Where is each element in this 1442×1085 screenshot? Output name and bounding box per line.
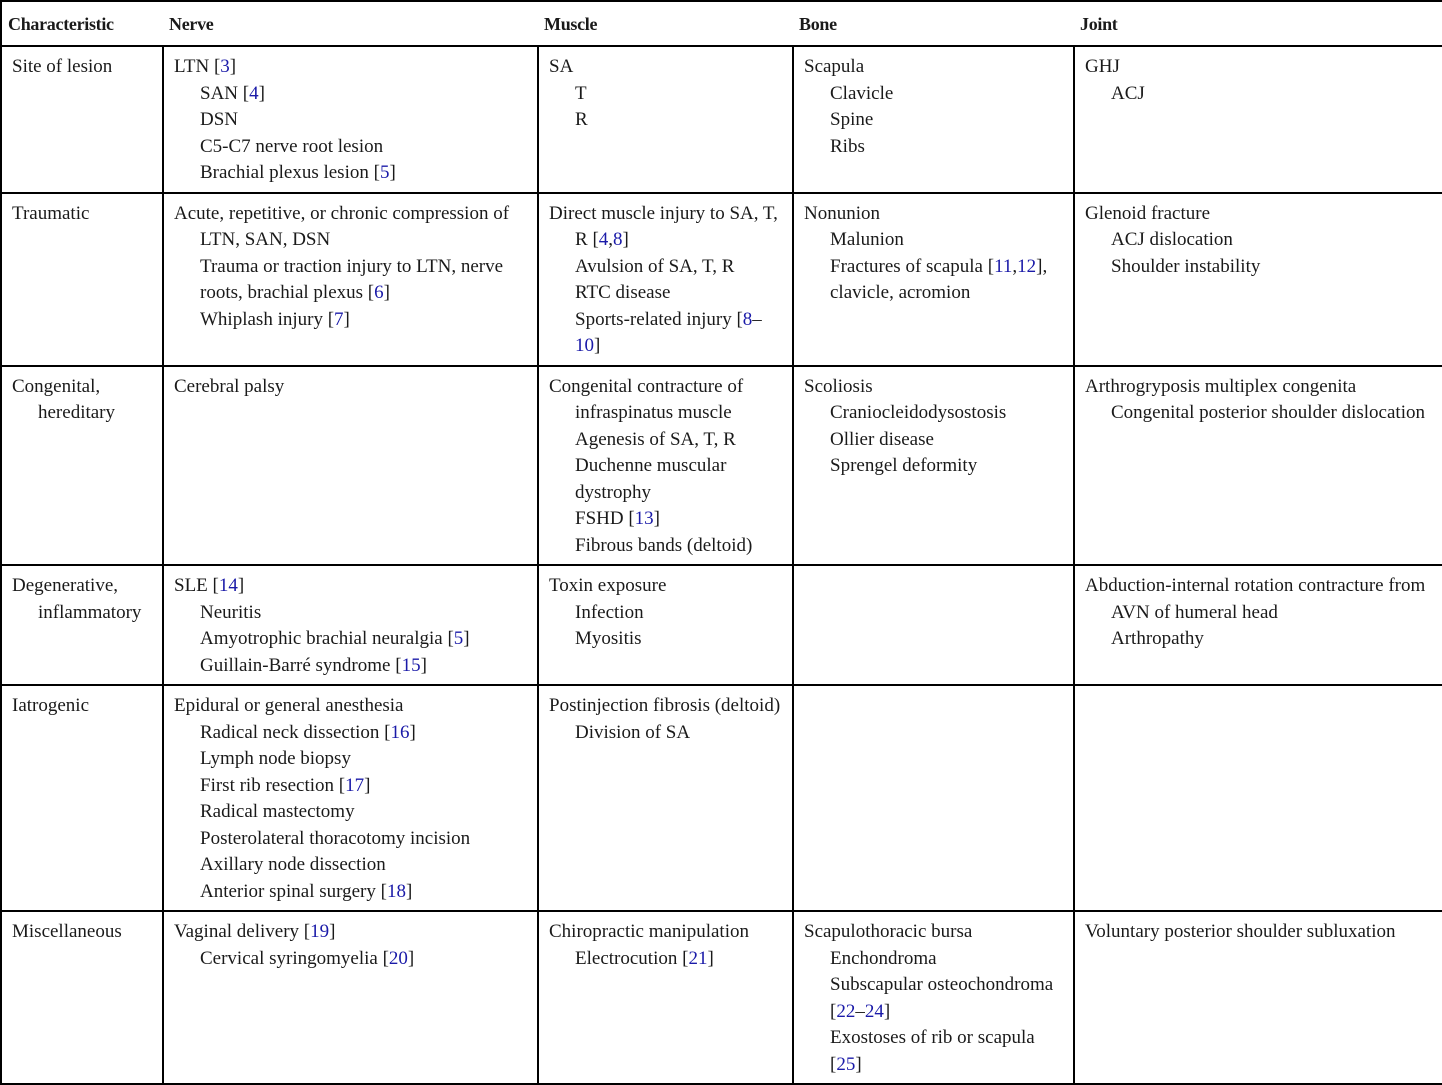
cell-line: Fibrous bands (deltoid) — [575, 534, 753, 556]
cell-nerve — [163, 193, 538, 366]
reference-link[interactable]: 11 — [994, 255, 1013, 277]
reference-link[interactable]: 6 — [374, 282, 384, 303]
cell-line: Toxin exposure — [549, 575, 667, 596]
cell-line: Sprengel deformity — [830, 455, 978, 476]
cell-line: Site of lesion — [12, 56, 113, 77]
cell-characteristic — [1, 366, 163, 566]
cell-joint — [1074, 193, 1442, 366]
cell-line: Brachial plexus lesion [5] — [200, 162, 396, 183]
cell-line: R — [575, 109, 588, 130]
cell-line: Glenoid fracture — [1085, 202, 1211, 224]
header-nerve: Nerve — [163, 1, 538, 46]
cell-line: Neuritis — [200, 601, 262, 623]
cell-line: Congenital posterior shoulder dislocation — [1111, 402, 1425, 423]
cell-line: Direct muscle injury to SA, T, R [4,8] — [549, 202, 778, 250]
cell-joint — [1074, 911, 1442, 1084]
cell-line: Congenital contracture of infraspinatus muscle — [549, 375, 744, 423]
cell-line: Scoliosis — [804, 375, 873, 397]
cell-line: Epidural or general anesthesia — [174, 695, 404, 716]
cell-nerve — [163, 911, 538, 1084]
reference-link[interactable]: 25 — [836, 1053, 856, 1075]
cell-nerve — [163, 366, 538, 566]
cell-bone — [793, 366, 1074, 566]
cell-line: Duchenne muscular dystrophy — [575, 455, 727, 503]
cell-characteristic — [1, 46, 163, 193]
reference-link[interactable]: 24 — [864, 1000, 884, 1022]
cell-line: Chiropractic manipulation — [549, 921, 749, 942]
cell-characteristic — [1, 685, 163, 911]
cell-line: Guillain-Barré syndrome [15] — [200, 654, 427, 676]
cell-line: Sports-related injury [8–10] — [575, 308, 762, 356]
cell-nerve — [163, 46, 538, 193]
reference-link[interactable]: 22 — [836, 1000, 856, 1022]
cell-joint — [1074, 46, 1442, 193]
reference-link[interactable]: 21 — [688, 947, 708, 969]
table-row — [1, 46, 1442, 193]
reference-link[interactable]: 19 — [310, 921, 330, 942]
cell-line: Malunion — [830, 229, 904, 250]
cell-line: Acute, repetitive, or chronic compression of LTN, SAN, DSN — [174, 202, 510, 250]
cell-line: Degenerative, inflammatory — [12, 575, 142, 623]
cell-line: Agenesis of SA, T, R — [575, 428, 736, 450]
header-joint: Joint — [1074, 1, 1442, 46]
cell-line: Shoulder instability — [1111, 255, 1261, 277]
table-row — [1, 685, 1442, 911]
table-row — [1, 565, 1442, 685]
cell-line: SAN [4] — [200, 82, 265, 104]
cell-line: Arthrogryposis multiplex congenita — [1085, 375, 1357, 397]
cell-muscle — [538, 685, 793, 911]
cell-line: Miscellaneous — [12, 921, 122, 942]
cell-line: DSN — [200, 109, 239, 130]
header-bone: Bone — [793, 1, 1074, 46]
reference-link[interactable]: 18 — [386, 880, 406, 902]
cell-line: Trauma or traction injury to LTN, nerve roots, brachial plexus [6] — [200, 255, 504, 303]
header-characteristic: Characteristic — [1, 1, 163, 46]
cell-muscle — [538, 366, 793, 566]
cell-joint — [1074, 366, 1442, 566]
cell-line: Nonunion — [804, 202, 880, 224]
cell-line: RTC disease — [575, 282, 671, 303]
cell-line: Radical neck dissection [16] — [200, 721, 416, 743]
reference-link[interactable]: 17 — [345, 774, 365, 796]
reference-link[interactable]: 8 — [742, 308, 753, 330]
cell-line: T — [575, 82, 587, 104]
reference-link[interactable]: 4 — [249, 82, 259, 104]
cell-line: Cerebral palsy — [174, 375, 285, 397]
reference-link[interactable]: 14 — [218, 575, 238, 596]
header-muscle: Muscle — [538, 1, 793, 46]
cell-line: Posterolateral thoracotomy incision — [200, 827, 471, 849]
cell-line: Scapula — [804, 56, 865, 77]
reference-link[interactable]: 3 — [220, 56, 230, 77]
cell-line: Abduction-internal rotation contracture from AVN of humeral head — [1085, 575, 1426, 623]
cell-line: Spine — [830, 109, 874, 130]
cell-line: LTN [3] — [174, 56, 237, 77]
cell-line: Postinjection fibrosis (deltoid) — [549, 695, 781, 716]
cell-line: SLE [14] — [174, 575, 245, 596]
cell-bone — [793, 565, 1074, 685]
reference-link[interactable]: 10 — [575, 335, 594, 356]
cell-line: Whiplash injury [7] — [200, 308, 350, 330]
cell-characteristic — [1, 193, 163, 366]
cell-line: Anterior spinal surgery [18] — [200, 880, 413, 902]
cell-characteristic — [1, 911, 163, 1084]
cell-line: First rib resection [17] — [200, 774, 371, 796]
cell-line: Amyotrophic brachial neuralgia [5] — [200, 628, 470, 649]
table-row — [1, 193, 1442, 366]
reference-link[interactable]: 7 — [334, 308, 344, 330]
cell-line: Cervical syringomyelia [20] — [200, 947, 415, 969]
cell-line: Radical mastectomy — [200, 801, 355, 822]
reference-link[interactable]: 20 — [388, 947, 408, 969]
cell-line: Avulsion of SA, T, R — [575, 255, 735, 277]
reference-link[interactable]: 8 — [613, 229, 623, 250]
cell-line: C5-C7 nerve root lesion — [200, 135, 384, 157]
cell-muscle — [538, 911, 793, 1084]
cell-line: Exostoses of rib or scapula [25] — [830, 1027, 1035, 1075]
cell-bone — [793, 46, 1074, 193]
cell-line: GHJ — [1085, 56, 1120, 77]
table-row — [1, 911, 1442, 1084]
cell-line: Clavicle — [830, 82, 894, 104]
reference-link[interactable]: 13 — [634, 508, 654, 529]
cell-line: Ollier disease — [830, 428, 934, 450]
cell-line: Axillary node dissection — [200, 854, 386, 875]
header-row — [1, 1, 1442, 46]
cell-joint — [1074, 565, 1442, 685]
cell-line: Subscapular osteochondroma [22–24] — [830, 974, 1054, 1022]
cell-line: Ribs — [830, 135, 865, 157]
cell-line: Enchondroma — [830, 947, 937, 969]
cell-muscle — [538, 46, 793, 193]
reference-link[interactable]: 5 — [453, 628, 464, 649]
cell-muscle — [538, 565, 793, 685]
cell-characteristic — [1, 565, 163, 685]
cell-line: Iatrogenic — [12, 695, 90, 716]
cell-line: Voluntary posterior shoulder subluxation — [1085, 921, 1396, 942]
cell-nerve — [163, 565, 538, 685]
cell-line: Lymph node biopsy — [200, 748, 351, 769]
cell-line: Infection — [575, 601, 644, 623]
cell-line: ACJ — [1111, 82, 1145, 104]
cell-line: ACJ dislocation — [1111, 229, 1233, 250]
reference-link[interactable]: 5 — [379, 162, 390, 183]
cell-line: Arthropathy — [1111, 628, 1204, 649]
reference-link[interactable]: 12 — [1017, 255, 1037, 277]
reference-link[interactable]: 4 — [598, 229, 609, 250]
cell-line: Vaginal delivery [19] — [174, 921, 336, 942]
cell-line: Myositis — [575, 628, 642, 649]
cell-line: Scapulothoracic bursa — [804, 921, 973, 942]
cell-line: Fractures of scapula [11,12], clavicle, acromion — [830, 255, 1048, 303]
cell-line: Traumatic — [12, 202, 90, 224]
cell-line: Craniocleidodysostosis — [830, 402, 1007, 423]
cell-line: FSHD [13] — [575, 508, 660, 529]
cell-bone — [793, 911, 1074, 1084]
cell-line: Electrocution [21] — [575, 947, 714, 969]
cell-bone — [793, 193, 1074, 366]
cell-line: Congenital, hereditary — [12, 375, 116, 423]
reference-link[interactable]: 16 — [390, 721, 410, 743]
cell-line: Division of SA — [575, 721, 691, 743]
cell-muscle — [538, 193, 793, 366]
cell-nerve — [163, 685, 538, 911]
table-row — [1, 366, 1442, 566]
reference-link[interactable]: 15 — [401, 654, 421, 676]
cell-line: SA — [549, 56, 574, 77]
cell-bone — [793, 685, 1074, 911]
cell-joint — [1074, 685, 1442, 911]
